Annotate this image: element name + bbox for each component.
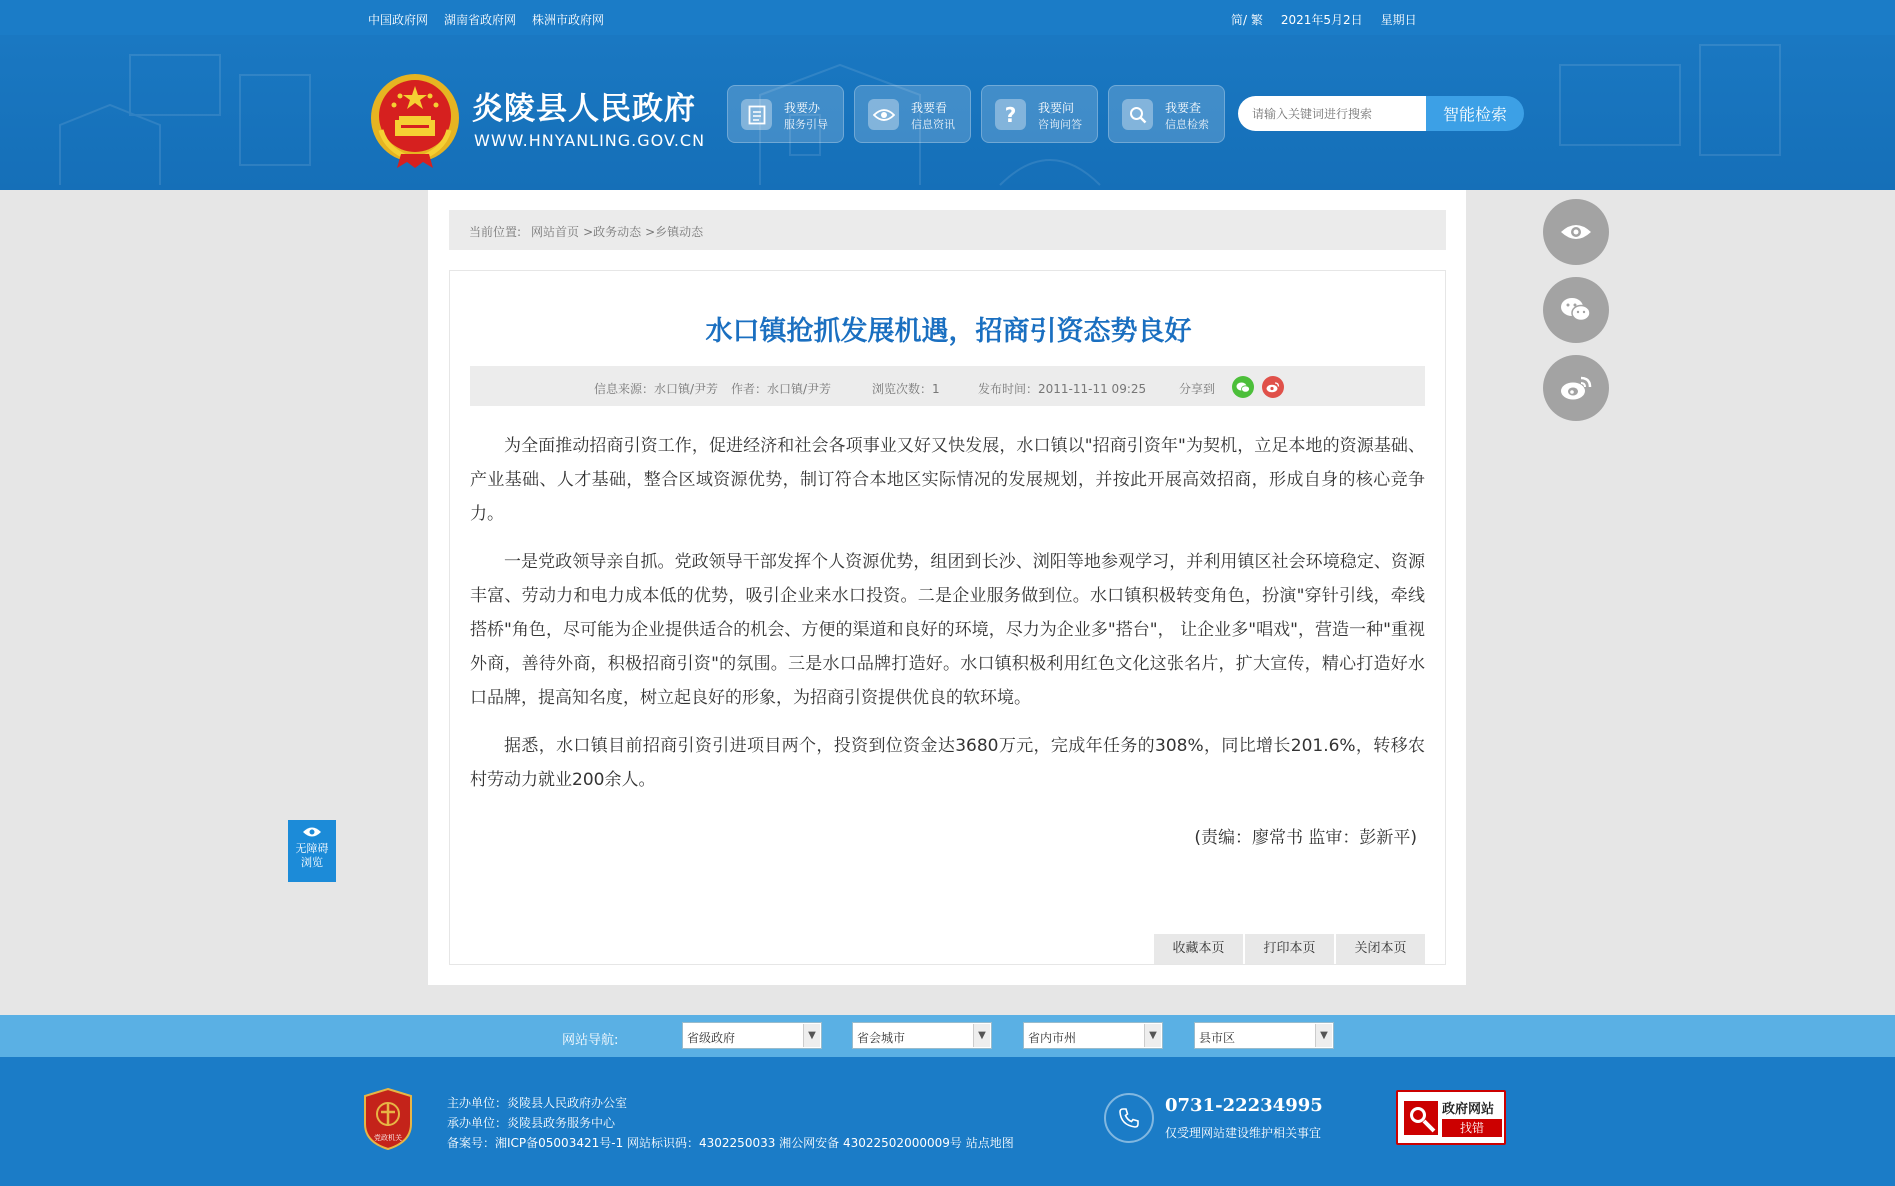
select-value: 省级政府 <box>687 1031 736 1045</box>
breadcrumb-town-news[interactable]: >乡镇动态 <box>645 225 704 239</box>
meta-published: 发布时间：2011-11-11 09:25 <box>978 382 1147 396</box>
bookmark-page-button[interactable]: 收藏本页 <box>1154 934 1243 964</box>
site-title: 炎陵县人民政府 <box>472 91 696 127</box>
float-wechat-button[interactable] <box>1543 277 1609 343</box>
chevron-down-icon: ▼ <box>1315 1024 1332 1047</box>
phone-note: 仅受理网站建设维护相关事宜 <box>1165 1126 1322 1140</box>
quick-search-title: 我要查 <box>1165 101 1202 115</box>
top-bar <box>0 0 1895 35</box>
link-zhuzhou-gov[interactable]: 株洲市政府网 <box>532 13 605 27</box>
gov-site-error-report-button[interactable] <box>1396 1090 1506 1145</box>
jiucuo-line1: 政府网站 <box>1442 1102 1495 1117</box>
select-counties[interactable] <box>1194 1022 1334 1049</box>
share-weibo-icon[interactable] <box>1262 376 1284 398</box>
badge-text: 党政机关 <box>374 1134 402 1142</box>
quick-info-sub: 信息资讯 <box>911 118 955 131</box>
select-value: 省内市州 <box>1028 1031 1077 1045</box>
magnifier-icon <box>1403 1100 1439 1136</box>
quick-service-sub: 服务引导 <box>784 118 828 131</box>
accessibility-button[interactable] <box>288 820 336 882</box>
meta-source: 信息来源：水口镇/尹芳 <box>594 382 719 396</box>
article-paragraph: 为全面推动招商引资工作，促进经济和社会各项事业又好又快发展，水口镇以"招商引资年"为契机，立足本地的资源基础、产业基础、人才基础，整合区域资源优势，制订符合本地区实际情况的发展规划，并按此开展高效招商，形成自身的核心竞争力。 <box>470 436 1425 524</box>
main-panel <box>428 190 1466 985</box>
weekday-text: 星期日 <box>1380 13 1417 27</box>
eye-icon <box>1560 222 1592 242</box>
article-actions <box>1154 934 1425 964</box>
contact-phone: 0731-22234995 <box>1165 1095 1323 1116</box>
accessibility-label-1: 无障碍 <box>295 842 329 855</box>
article-title: 水口镇抢抓发展机遇，招商引资态势良好 <box>705 316 1192 347</box>
select-province-cities[interactable] <box>1023 1022 1163 1049</box>
chevron-down-icon: ▼ <box>1144 1024 1161 1047</box>
eye-icon <box>302 826 322 838</box>
article-meta <box>470 366 1425 406</box>
chevron-down-icon: ▼ <box>803 1024 820 1047</box>
eye-icon <box>868 99 899 130</box>
smart-search-button[interactable]: 智能检索 <box>1426 96 1524 131</box>
quick-search-button[interactable] <box>1108 85 1225 143</box>
header <box>0 35 1895 190</box>
date-text: 2021年5月2日 <box>1280 13 1363 27</box>
breadcrumb <box>449 210 1446 250</box>
footer-info <box>447 1093 1014 1153</box>
footer <box>0 1057 1895 1186</box>
wechat-icon <box>1560 297 1592 323</box>
site-url: WWW.HNYANLING.GOV.CN <box>474 131 706 150</box>
quick-ask-button[interactable] <box>981 85 1098 143</box>
footer-record: 备案号：湘ICP备05003421号-1 网站标识码：4302250033 湘公网安备 43022502000009号 站点地图 <box>447 1136 1014 1150</box>
question-icon: ? <box>995 99 1026 130</box>
quick-info-button[interactable] <box>854 85 971 143</box>
meta-share-label: 分享到 <box>1179 382 1216 396</box>
article <box>449 270 1446 965</box>
article-body <box>470 429 1425 811</box>
select-capital-cities[interactable] <box>852 1022 992 1049</box>
quick-search-sub: 信息检索 <box>1165 118 1209 131</box>
top-right <box>1231 11 1417 28</box>
float-weibo-button[interactable] <box>1543 355 1609 421</box>
party-government-badge[interactable] <box>363 1088 413 1150</box>
jiucuo-line2: 找错 <box>1442 1119 1502 1137</box>
search-input[interactable] <box>1238 96 1426 131</box>
weibo-icon <box>1560 375 1592 401</box>
share-wechat-icon[interactable] <box>1232 376 1254 398</box>
select-value: 省会城市 <box>857 1031 906 1045</box>
article-paragraph: 一是党政领导亲自抓。党政领导干部发挥个人资源优势，组团到长沙、浏阳等地参观学习，并利用镇区社会环境稳定、资源丰富、劳动力和电力成本低的优势，吸引企业来水口投资。二是企业服务做到位。水口镇积极转变角色，扮演"穿针引线，牵线搭桥"角色，尽可能为企业提供适合的机会、方便的渠道和良好的环境，尽力为企业多"搭台"， 让企业多"唱戏"，营造一种"重视外商，善待外商，积极招商引资"的氛围。三是水口品牌打造好。水口镇积极利用红色文化这张名片，扩大宣传，精心打造好水口品牌，提高知名度，树立起良好的形象，为招商引资提供优良的软环境。 <box>470 552 1425 708</box>
quick-info-title: 我要看 <box>911 101 948 115</box>
select-provincial-gov[interactable] <box>682 1022 822 1049</box>
breadcrumb-home[interactable]: 网站首页 <box>531 225 580 239</box>
meta-author: 作者：水口镇/尹芳 <box>731 382 832 396</box>
document-icon <box>741 99 772 130</box>
article-paragraph: 据悉，水口镇目前招商引资引进项目两个，投资到位资金达3680万元，完成年任务的308%，同比增长201.6%，转移农村劳动力就业200余人。 <box>470 736 1425 790</box>
float-eye-button[interactable] <box>1543 199 1609 265</box>
accessibility-label-2: 浏览 <box>301 856 323 869</box>
quick-service-title: 我要办 <box>784 101 821 115</box>
breadcrumb-prefix: 当前位置: <box>469 225 522 239</box>
quick-ask-sub: 咨询问答 <box>1038 118 1082 131</box>
select-value: 县市区 <box>1199 1031 1236 1045</box>
editor-credit: (责编：廖常书 监审：彭新平) <box>1194 828 1417 848</box>
quick-ask-title: 我要问 <box>1038 101 1075 115</box>
site-nav-label: 网站导航: <box>562 1033 619 1048</box>
chevron-down-icon: ▼ <box>973 1024 990 1047</box>
breadcrumb-news[interactable]: >政务动态 <box>583 225 642 239</box>
footer-host: 主办单位：炎陵县人民政府办公室 <box>447 1096 628 1110</box>
meta-views: 浏览次数：1 <box>872 382 940 396</box>
site-nav-bar <box>0 1015 1895 1057</box>
footer-organizer: 承办单位：炎陵县政务服务中心 <box>447 1116 616 1130</box>
national-emblem-logo <box>367 70 463 170</box>
lang-switch[interactable]: 简/ 繁 <box>1231 13 1263 27</box>
print-page-button[interactable]: 打印本页 <box>1245 934 1334 964</box>
search-icon <box>1122 99 1153 130</box>
phone-icon <box>1104 1093 1154 1143</box>
link-gov-cn[interactable]: 中国政府网 <box>368 13 429 27</box>
link-hunan-gov[interactable]: 湖南省政府网 <box>444 13 517 27</box>
close-page-button[interactable]: 关闭本页 <box>1336 934 1425 964</box>
top-links <box>368 11 604 28</box>
quick-service-button[interactable] <box>727 85 844 143</box>
